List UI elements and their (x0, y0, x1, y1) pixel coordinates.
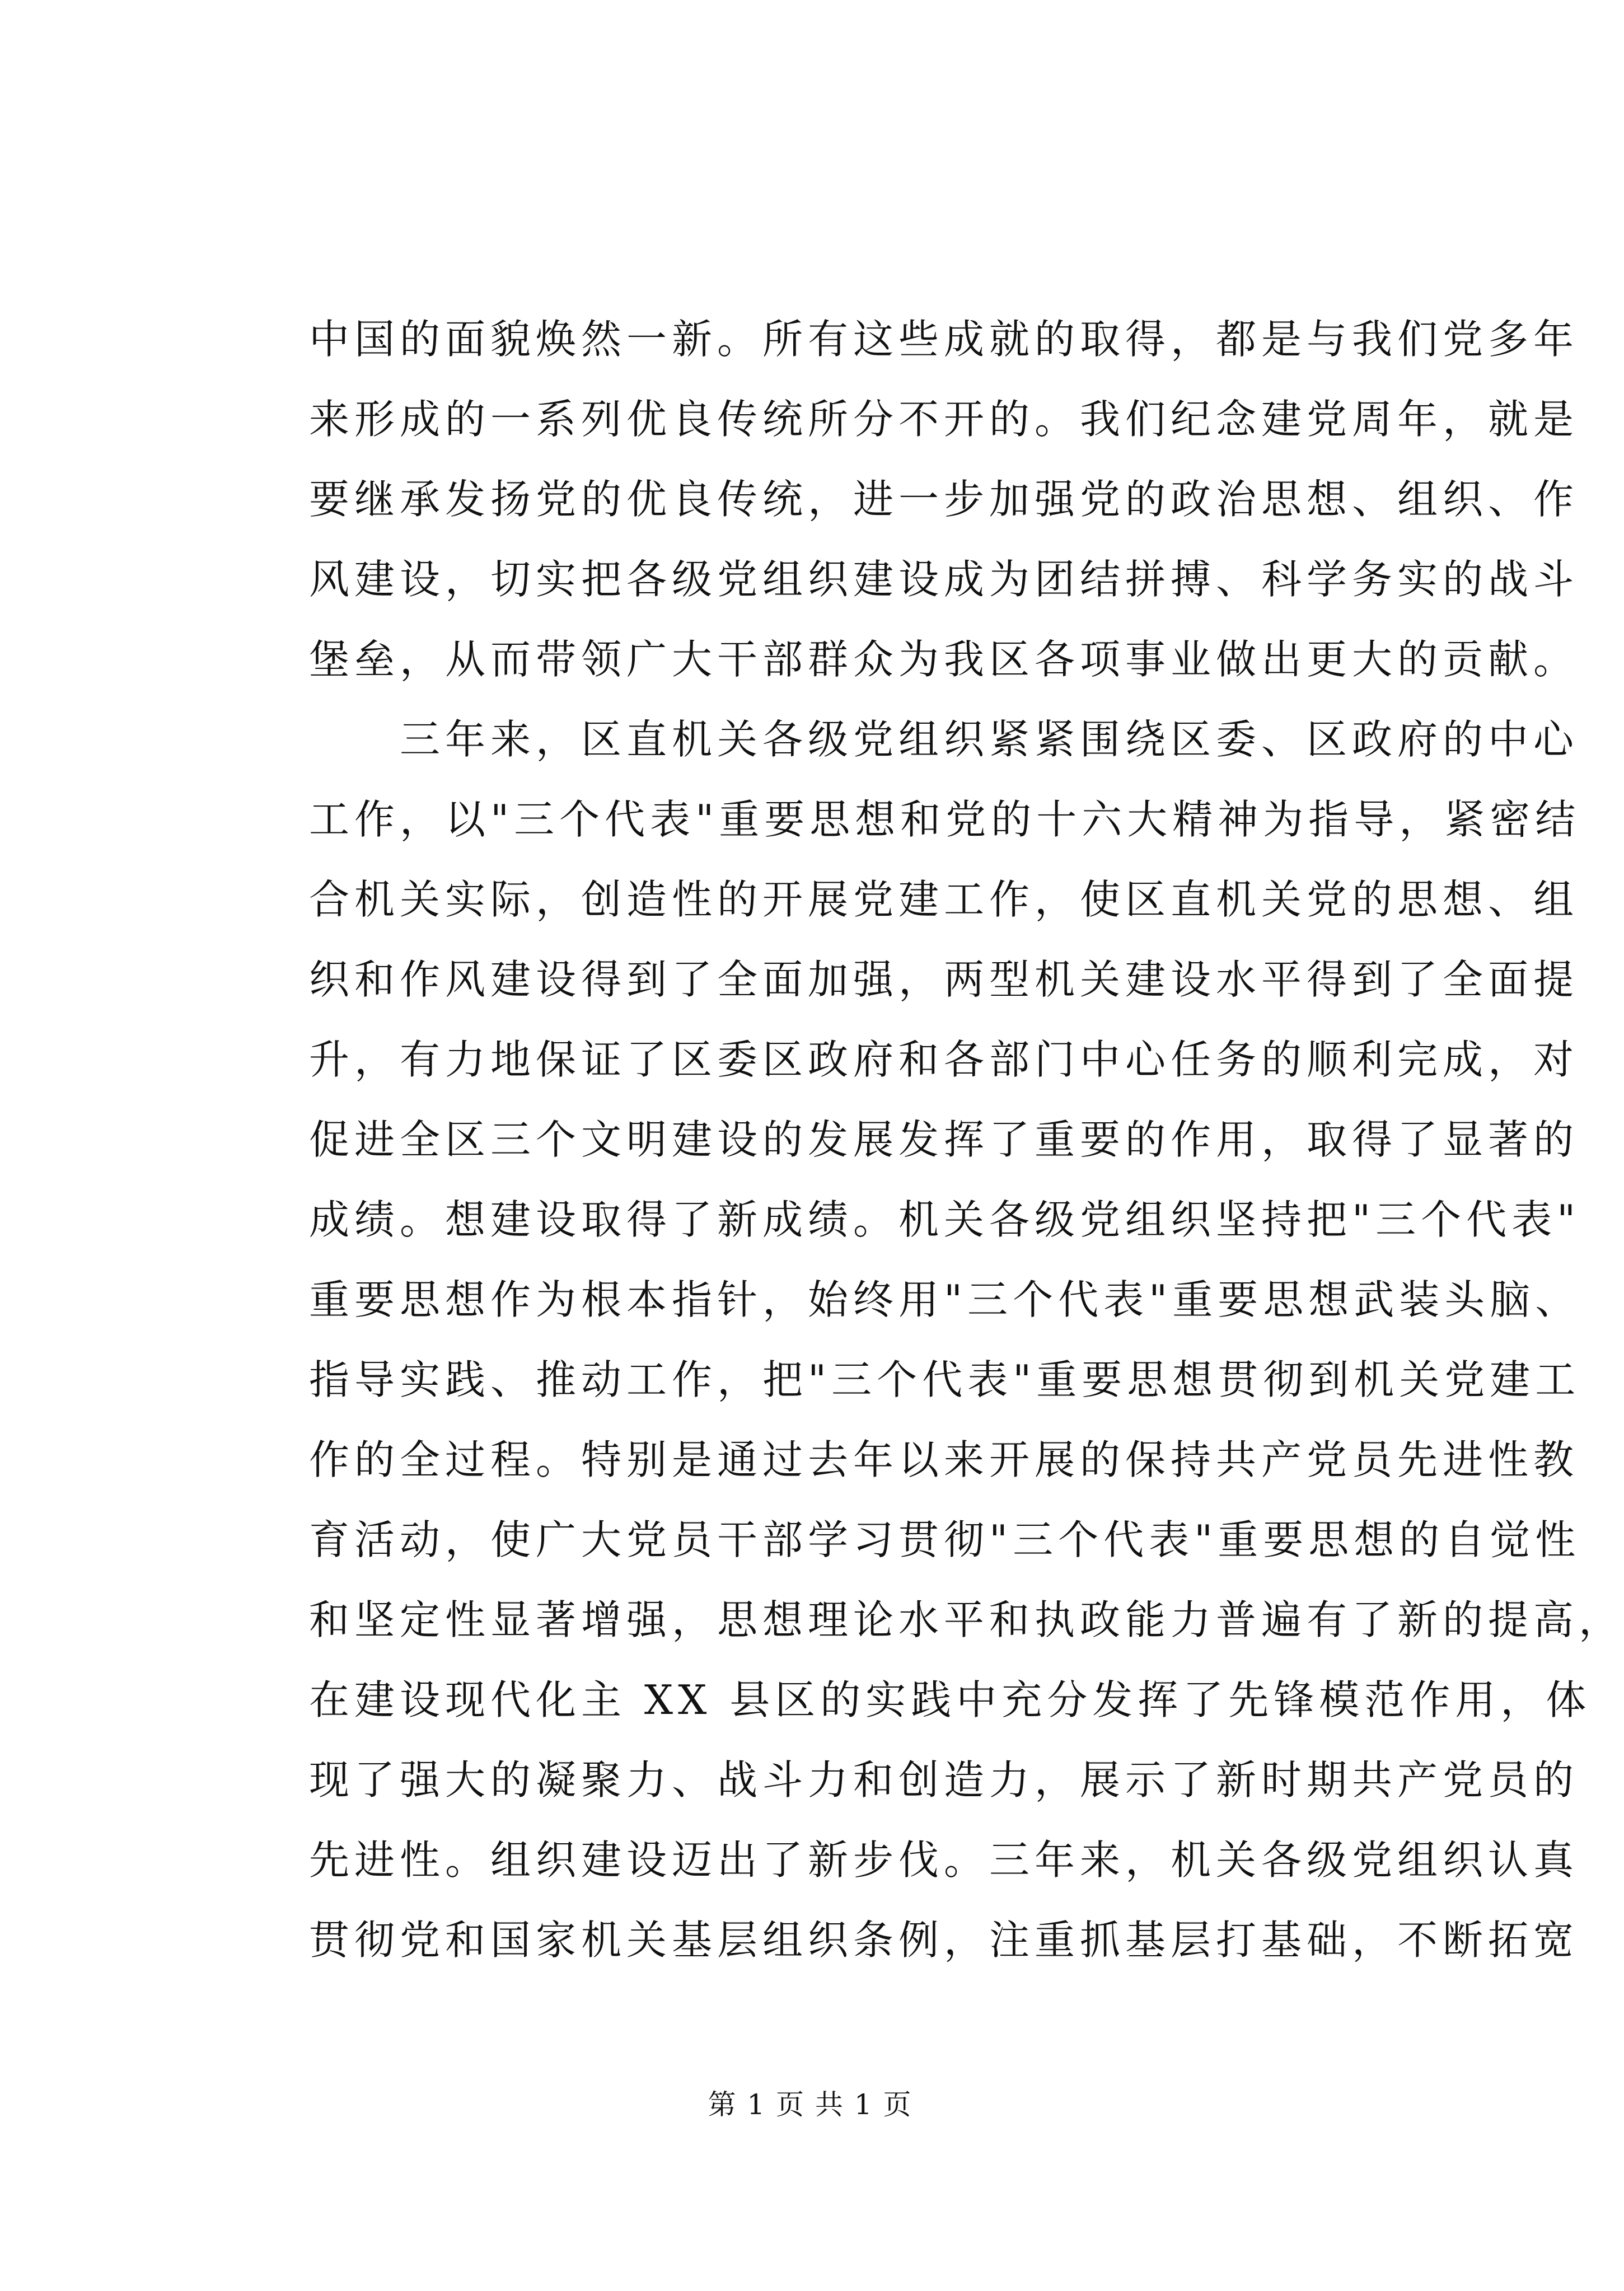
text-line: 工作，以"三个代表"重要思想和党的十六大精神为指导，紧密结 (309, 796, 1581, 843)
text-line: 中国的面貌焕然一新。所有这些成就的取得，都是与我们党多年 (309, 316, 1579, 363)
text-line: 风建设，切实把各级党组织建设成为团结拼搏、科学务实的战斗 (309, 556, 1579, 603)
text-line: 指导实践、推动工作，把"三个代表"重要思想贯彻到机关党建工 (309, 1356, 1581, 1403)
text-line: 成绩。想建设取得了新成绩。机关各级党组织坚持把"三个代表" (309, 1196, 1581, 1243)
text-line: 堡垒，从而带领广大干部群众为我区各项事业做出更大的贡献。 (309, 636, 1579, 683)
text-line: 来形成的一系列优良传统所分不开的。我们纪念建党周年，就是 (309, 396, 1579, 443)
text-line: 先进性。组织建设迈出了新步伐。三年来，机关各级党组织认真 (309, 1836, 1579, 1884)
text-line: 织和作风建设得到了全面加强，两型机关建设水平得到了全面提 (309, 956, 1579, 1003)
text-line: 现了强大的凝聚力、战斗力和创造力，展示了新时期共产党员的 (309, 1756, 1579, 1803)
text-line-indented: 三年来，区直机关各级党组织紧紧围绕区委、区政府的中心 (400, 716, 1579, 763)
text-line: 促进全区三个文明建设的发展发挥了重要的作用，取得了显著的 (309, 1116, 1579, 1163)
text-line: 作的全过程。特别是通过去年以来开展的保持共产党员先进性教 (309, 1436, 1579, 1483)
text-line: 升，有力地保证了区委区政府和各部门中心任务的顺利完成，对 (309, 1036, 1579, 1083)
text-line: 合机关实际，创造性的开展党建工作，使区直机关党的思想、组 (309, 876, 1579, 923)
document-body (309, 299, 1624, 1980)
text-line: 育活动，使广大党员干部学习贯彻"三个代表"重要思想的自觉性 (309, 1516, 1581, 1563)
text-line: 重要思想作为根本指针，始终用"三个代表"重要思想武装头脑、 (309, 1276, 1581, 1323)
page-footer: 第 1 页 共 1 页 (708, 2088, 912, 2121)
text-line: 贯彻党和国家机关基层组织条例，注重抓基层打基础，不断拓宽 (309, 1917, 1579, 1964)
text-line: 在建设现代化主 XX 县区的实践中充分发挥了先锋模范作用，体 (309, 1676, 1592, 1723)
text-line: 和坚定性显著增强，思想理论水平和执政能力普遍有了新的提高， (309, 1596, 1624, 1643)
text-line: 要继承发扬党的优良传统，进一步加强党的政治思想、组织、作 (309, 476, 1579, 523)
